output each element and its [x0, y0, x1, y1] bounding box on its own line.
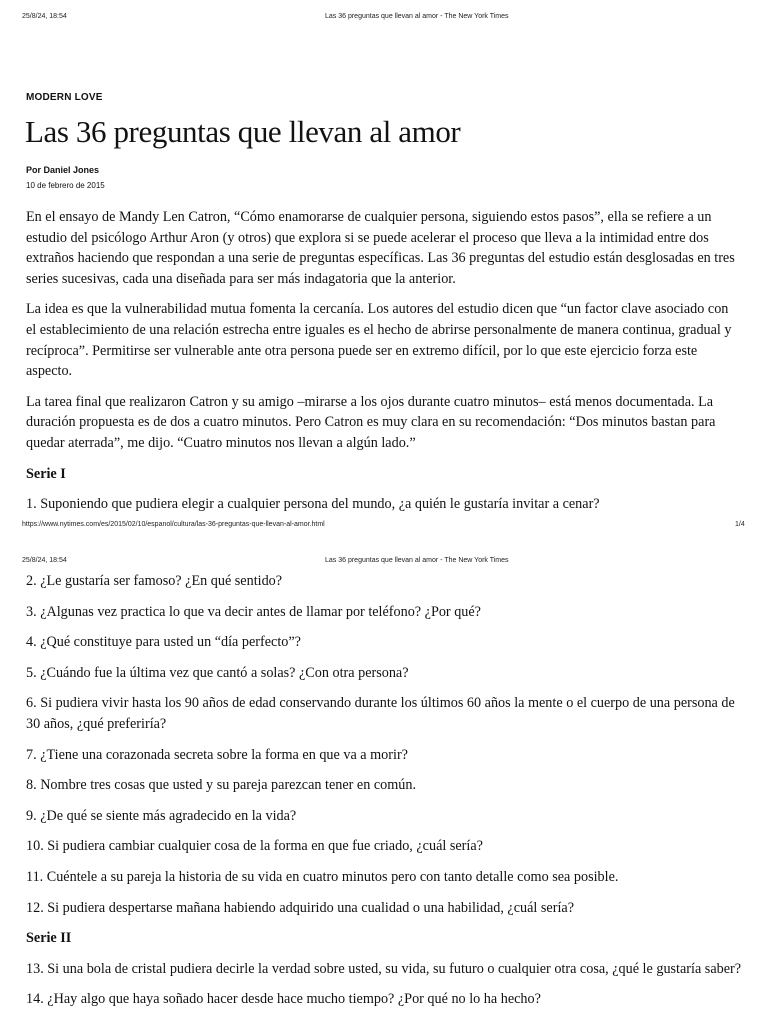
series-heading-1: Serie I — [26, 465, 66, 482]
print-doc-title: Las 36 preguntas que llevan al amor - The New York Times — [325, 13, 509, 20]
series-heading-2: Serie II — [26, 930, 72, 947]
article-body — [26, 207, 742, 525]
section-kicker[interactable]: MODERN LOVE — [26, 92, 103, 103]
article-byline[interactable]: Por Daniel Jones — [26, 165, 100, 175]
question-13: 13. Si una bola de cristal pudiera decirle la verdad sobre usted, su vida, su futuro o cualquier otra cosa, ¿qué le gustaría saber? — [26, 960, 742, 977]
print-doc-title: Las 36 preguntas que llevan al amor - The New York Times — [325, 557, 509, 564]
question-3: 3. ¿Algunas vez practica lo que va decir antes de llamar por teléfono? ¿Por qué? — [26, 603, 481, 620]
print-page-number: 1/4 — [735, 521, 745, 528]
question-11: 11. Cuéntele a su pareja la historia de su vida en cuatro minutos pero con tanto detalle como sea posible. — [26, 868, 619, 885]
question-7: 7. ¿Tiene una corazonada secreta sobre la forma en que va a morir? — [26, 746, 408, 763]
question-2: 2. ¿Le gustaría ser famoso? ¿En qué sentido? — [26, 573, 283, 589]
question-12: 12. Si pudiera despertarse mañana habiendo adquirido una cualidad o una habilidad, ¿cuál sería? — [26, 899, 574, 916]
print-datetime: 25/8/24, 18:54 — [22, 13, 67, 20]
question-10: 10. Si pudiera cambiar cualquier cosa de la forma en que fue criado, ¿cuál sería? — [26, 838, 483, 855]
article-title: Las 36 preguntas que llevan al amor — [25, 114, 461, 149]
intro-paragraph-3: La tarea final que realizaron Catron y su amigo –mirarse a los ojos durante cuatro minutos– está menos documentada. La duración propuesta es de dos a cuatro minutos. Pero Catron es muy clara en su recomendación: “Dos minutos bastan para quedar aterrada”, me dijo. “Cuatro minutos nos llevan a algún lado.” — [26, 393, 716, 451]
question-1: 1. Suponiendo que pudiera elegir a cualquier persona del mundo, ¿a quién le gustaría invitar a cenar? — [26, 496, 600, 513]
question-4: 4. ¿Qué constituye para usted un “día perfecto”? — [26, 634, 301, 651]
question-5: 5. ¿Cuándo fue la última vez que cantó a solas? ¿Con otra persona? — [26, 664, 409, 681]
intro-paragraph-1: En el ensayo de Mandy Len Catron, “Cómo enamorarse de cualquier persona, siguiendo estos pasos”, ella se refiere a un estudio del psicólogo Arthur Aron (y otros) que explora si se puede acelerar el proceso que lleva a la intimidad entre dos extraños haciendo que respondan a una serie de preguntas específicas. Las 36 preguntas del estudio están desglosadas en tres series sucesivas, cada una diseñada para ser más indagatoria que la anterior. — [26, 209, 735, 287]
question-14: 14. ¿Hay algo que haya soñado hacer desde hace mucho tiempo? ¿Por qué no lo ha hecho? — [26, 991, 541, 1008]
document-page-2 — [0, 548, 768, 1024]
print-datetime: 25/8/24, 18:54 — [22, 557, 67, 564]
article-body-continued — [26, 571, 742, 1020]
question-8: 8. Nombre tres cosas que usted y su pareja parezcan tener en común. — [26, 777, 417, 794]
question-6: 6. Si pudiera vivir hasta los 90 años de edad conservando durante los últimos 60 años la mente o el cuerpo de una persona de 30 años, ¿qué preferiría? — [26, 695, 735, 732]
print-footer-url[interactable]: https://www.nytimes.com/es/2015/02/10/espanol/cultura/las-36-preguntas-que-llevan-al-amor.html — [22, 521, 325, 528]
question-9: 9. ¿De qué se siente más agradecido en la vida? — [26, 807, 297, 824]
intro-paragraph-2: La idea es que la vulnerabilidad mutua fomenta la cercanía. Los autores del estudio dicen que “un factor clave asociado con el establecimiento de una relación estrecha entre iguales es el hecho de abrirse personalmente de manera continua, gradual y recíproca”. Permitirse ser vulnerable ante otra persona puede ser en extremo difícil, por lo que este ejercicio forza este aspecto. — [26, 301, 732, 380]
article-date: 10 de febrero de 2015 — [26, 181, 105, 190]
